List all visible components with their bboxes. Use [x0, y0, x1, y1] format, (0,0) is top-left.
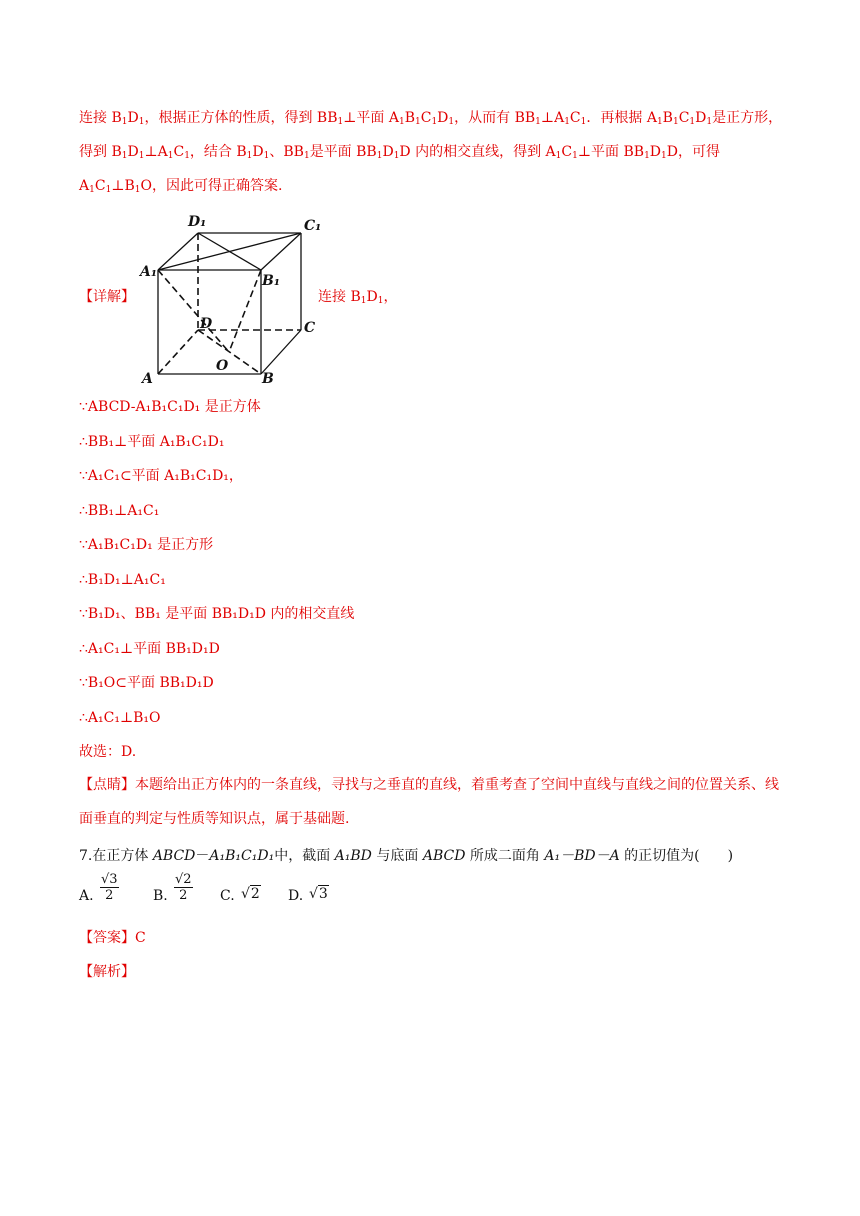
- step-1: ∵ABCD-A₁B₁C₁D₁ 是正方体: [79, 399, 261, 415]
- option-b-value: $\frac{√2}{2}$: [175, 872, 192, 903]
- choice-line: 故选：D.: [79, 744, 137, 760]
- label-c: C: [304, 320, 316, 336]
- option-d-label: D.: [288, 888, 304, 904]
- step-5: ∵A₁B₁C₁D₁ 是正方形: [79, 537, 214, 553]
- label-o: O: [216, 358, 229, 374]
- answer-line: [79, 928, 146, 948]
- option-a-label: A.: [79, 888, 94, 904]
- step-4: ∴BB₁⊥A₁C₁: [79, 503, 160, 519]
- hidden-diag-d-b: [198, 330, 261, 374]
- label-b1: B₁: [262, 273, 280, 289]
- label-c1: C₁: [304, 218, 322, 234]
- label-d: D: [200, 316, 213, 332]
- step-8: ∴A₁C₁⊥平面 BB₁D₁D: [79, 641, 220, 657]
- option-b-label: B.: [153, 888, 168, 904]
- label-b: B: [262, 371, 274, 387]
- label-a1: A₁: [140, 264, 157, 280]
- step-3: ∵A₁C₁⊂平面 A₁B₁C₁D₁，: [79, 468, 243, 484]
- option-d-value: √3: [309, 886, 328, 902]
- answer-label: 【答案】: [79, 930, 135, 946]
- step-10: ∴A₁C₁⊥B₁O: [79, 710, 161, 726]
- option-a-value: $\frac{√3}{2}$: [101, 872, 118, 903]
- question-7: 7.在正方体 ABCD－A₁B₁C₁D₁中，截面 A₁BD 与底面 ABCD 所成二面角 A₁－BD－A 的正切值为( ): [79, 848, 734, 864]
- explain-label: 【解析】: [79, 964, 135, 980]
- detail-text: 连接 $B_1D_1$，: [318, 289, 398, 306]
- hidden-edge-a-d: [158, 330, 198, 374]
- detail-label: 【详解】: [79, 289, 135, 305]
- option-c-value: √2: [241, 886, 260, 902]
- comment-paragraph: [79, 768, 785, 836]
- analysis-paragraph: 连接 $B_1D_1$，根据正方体的性质，得到 $BB_1\perp$平面 $A_1B_1C_1D_1$，从而有 $BB_1\perp A_1C_1$．再根据 $A_1B_1C_1D_1$是正方形，得到 $B_1D_1\perp A_1C_1$，结合 $B_1D_1$、$BB_1$是平面 $BB_1D_1D$ 内的相交直线，得到 $A_1C_1\perp$平面 $BB_1D_1D$，可得 $A_1C_1\perp B_1O$，因此可得正确答案.: [79, 110, 783, 195]
- step-9: ∵B₁O⊂平面 BB₁D₁D: [79, 675, 214, 691]
- cube-figure: [138, 212, 328, 388]
- hidden-diag-a1-o: [158, 270, 229, 352]
- option-c-label: C.: [220, 888, 235, 904]
- hidden-line-b1-o: [229, 270, 261, 352]
- answer-value: C: [135, 930, 146, 946]
- label-d1: D₁: [188, 214, 207, 230]
- step-6: ∴B₁D₁⊥A₁C₁: [79, 572, 166, 588]
- diag-b1-d1: [198, 233, 261, 270]
- edge-b-c: [261, 330, 301, 374]
- comment-label: 【点睛】: [79, 777, 135, 793]
- label-a: A: [142, 371, 153, 387]
- step-2: ∴BB₁⊥平面 A₁B₁C₁D₁: [79, 434, 225, 450]
- step-7: ∵B₁D₁、BB₁ 是平面 BB₁D₁D 内的相交直线: [79, 606, 355, 622]
- comment-text: 本题给出正方体内的一条直线，寻找与之垂直的直线，着重考查了空间中直线与直线之间的位置关系、线面垂直的判定与性质等知识点，属于基础题.: [79, 777, 779, 827]
